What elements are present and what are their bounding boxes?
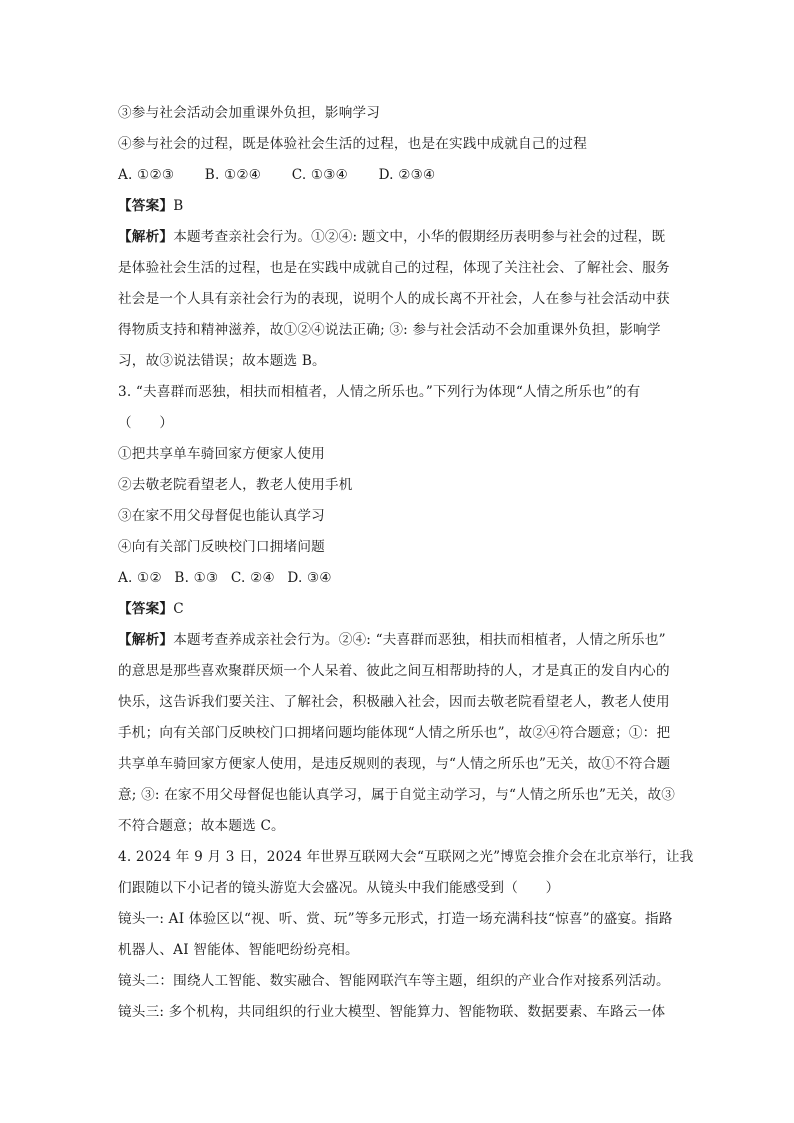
q2-option-d: D. ②③④ bbox=[378, 167, 436, 183]
q2-analysis-tag: 【解析】 bbox=[118, 229, 174, 245]
q3-item-4: ④向有关部门反映校门口拥堵问题 bbox=[118, 539, 325, 555]
q2-answer bbox=[118, 191, 688, 222]
q3-item-1: ①把共享单车骑回家方便家人使用 bbox=[118, 446, 325, 462]
q3-analysis-line-6: 意; ③: 在家不用父母督促也能认真学习，属于自觉主动学习，与“人情之所乐也”无关，故③ bbox=[118, 787, 676, 803]
q2-answer-tag: 【答案】 bbox=[118, 198, 174, 214]
q3-analysis-line-1 bbox=[118, 625, 688, 656]
q3-option-c: C. ②④ bbox=[230, 570, 275, 586]
q3-analysis-line-4: 手机；向有关部门反映校门口拥堵问题均能体现“人情之所乐也”，故②④符合题意；①：把 bbox=[118, 725, 671, 741]
q3-options bbox=[118, 563, 688, 594]
q2-analysis-line-5: 习，故③说法错误；故本题选 B。 bbox=[118, 353, 326, 369]
q3-stem-line-1: 3. “夫喜群而恶独，相扶而相植者，人情之所乐也。”下列行为体现“人情之所乐也”的有 bbox=[118, 384, 641, 400]
q3-analysis-tag: 【解析】 bbox=[118, 632, 174, 648]
q3-option-d: D. ③④ bbox=[287, 570, 332, 586]
q3-answer-tag: 【答案】 bbox=[118, 601, 174, 617]
q3-option-a: A. ①② bbox=[118, 570, 162, 586]
q2-item-3: ③参与社会活动会加重课外负担，影响学习 bbox=[118, 105, 381, 121]
q2-analysis-line-4: 得物质支持和精神滋养，故①②④说法正确; ③: 参与社会活动不会加重课外负担，影响学 bbox=[118, 322, 661, 338]
q3-item-3: ③在家不用父母督促也能认真学习 bbox=[118, 508, 325, 524]
q3-analysis-line-3: 快乐，这告诉我们要关注、了解社会，积极融入社会，因而去敬老院看望老人，教老人使用 bbox=[118, 694, 670, 710]
q3-answer-value: C bbox=[173, 601, 184, 617]
q3-analysis-line-7: 不符合题意；故本题选 C。 bbox=[118, 818, 285, 834]
q3-item-2: ②去敬老院看望老人，教老人使用手机 bbox=[118, 477, 353, 493]
q2-analysis-text-1: 本题考查亲社会行为。①②④: 题文中，小华的假期经历表明参与社会的过程，既 bbox=[173, 229, 666, 245]
q2-answer-value: B bbox=[173, 198, 184, 214]
q4-shot-line-3: 镜头二：围绕人工智能、数实融合、智能网联汽车等主题，组织的产业合作对接系列活动。 bbox=[118, 973, 670, 989]
document-page bbox=[118, 98, 694, 1028]
q2-option-b: B. ①②④ bbox=[204, 167, 262, 183]
q4-shot-line-1: 镜头一: AI 体验区以“视、听、赏、玩”等多元形式，打造一场充满科技“惊喜”的盛宴。指路 bbox=[118, 911, 673, 927]
q3-analysis-line-5: 共享单车骑回家方便家人使用，是违反规则的表现，与“人情之所乐也”无关，故①不符合题 bbox=[118, 756, 671, 772]
q2-analysis-line-3: 社会是一个人具有亲社会行为的表现，说明个人的成长离不开社会，人在参与社会活动中获 bbox=[118, 291, 670, 307]
q4-shot-line-4: 镜头三: 多个机构，共同组织的行业大模型、智能算力、智能物联、数据要素、车路云一体 bbox=[118, 1004, 666, 1020]
q2-analysis-line-2: 是体验社会生活的过程，也是在实践中成就自己的过程，体现了关注社会、了解社会、服务 bbox=[118, 260, 670, 276]
q3-analysis-line-2: 的意思是那些喜欢聚群厌烦一个人呆着、彼此之间互相帮助持的人，才是真正的发自内心的 bbox=[118, 663, 670, 679]
q2-analysis-line-1 bbox=[118, 222, 688, 253]
q2-item-4: ④参与社会的过程，既是体验社会生活的过程，也是在实践中成就自己的过程 bbox=[118, 136, 587, 152]
q2-option-a: A. ①②③ bbox=[118, 167, 175, 183]
q2-options bbox=[118, 160, 688, 191]
q3-stem-line-2: （ ） bbox=[118, 415, 174, 431]
q4-shot-line-2: 机器人、AI 智能体、智能吧纷纷亮相。 bbox=[118, 942, 359, 958]
q4-stem-line-2: 们跟随以下小记者的镜头游览大会盛况。从镜头中我们能感受到（ ） bbox=[118, 880, 560, 896]
q4-stem-line-1: 4. 2024 年 9 月 3 日，2024 年世界互联网大会“互联网之光”博览会推介会在北京举行，让我 bbox=[118, 849, 694, 865]
q3-answer bbox=[118, 594, 688, 625]
q2-option-c: C. ①③④ bbox=[291, 167, 349, 183]
q3-analysis-text-1: 本题考查养成亲社会行为。②④: “夫喜群而恶独，相扶而相植者，人情之所乐也” bbox=[173, 632, 666, 648]
q3-option-b: B. ①③ bbox=[174, 570, 219, 586]
